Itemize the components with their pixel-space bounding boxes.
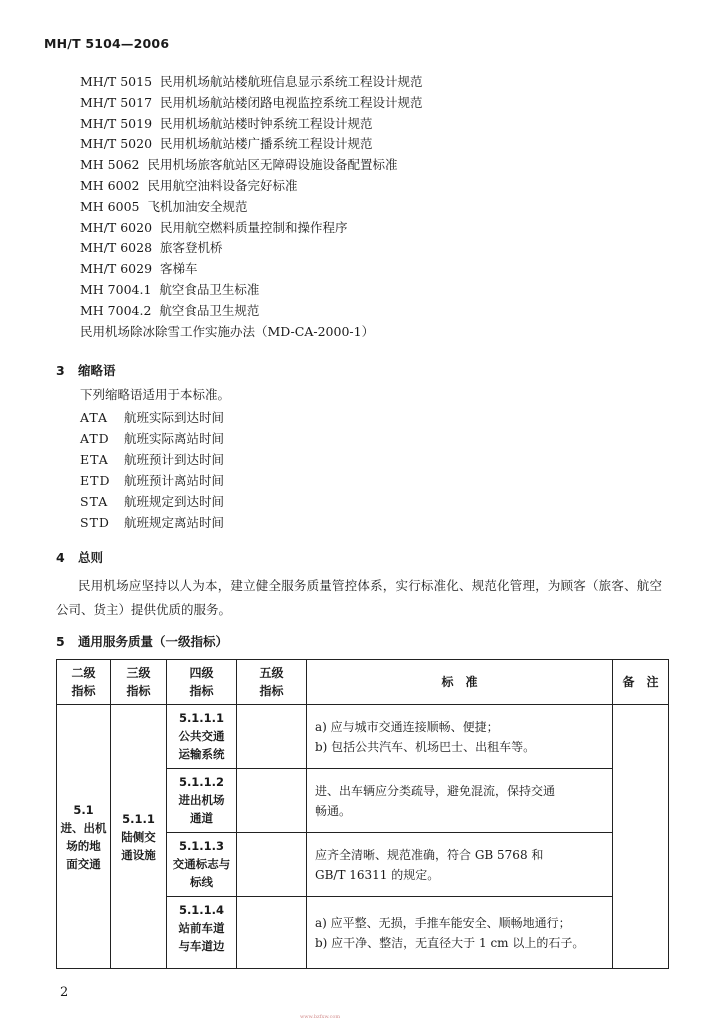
reference-code: MH/T 5019	[80, 115, 153, 131]
abbreviations-intro: 下列缩略语适用于本标准。	[80, 387, 231, 402]
remark-cell	[613, 705, 669, 969]
section-5-heading	[56, 632, 228, 650]
standard-line: 应齐全清晰、规范准确，符合 GB 5768 和	[315, 847, 544, 862]
standard-line: GB/T 16311 的规定。	[315, 867, 440, 882]
reference-list	[80, 72, 423, 342]
page-header-doc-code: MH/T 5104—2006	[44, 36, 170, 51]
cell-line: 面交通	[66, 856, 101, 871]
reference-code: MH/T 5017	[80, 94, 153, 110]
abbreviation-item	[80, 470, 224, 491]
header-standard: 标 准	[307, 660, 613, 705]
cell-line: 交通标志与	[172, 857, 231, 871]
header-line: 五级	[259, 666, 284, 680]
abbreviation-desc: 航班预计离站时间	[124, 473, 225, 488]
reference-code: MH/T 6029	[80, 261, 153, 277]
header-line: 四级	[189, 666, 214, 680]
level3-cell	[111, 705, 167, 969]
cell-line: 进、出机	[60, 820, 107, 835]
cell-line: 公共交通	[178, 729, 225, 743]
cell-line: 5.1.1	[122, 811, 155, 826]
reference-item	[80, 176, 423, 197]
reference-code: MH 6005	[80, 198, 140, 214]
standard-cell	[307, 833, 613, 897]
abbreviation-code: STD	[80, 515, 110, 530]
reference-code: MH/T 5015	[80, 74, 153, 89]
abbreviation-desc: 航班规定离站时间	[124, 515, 225, 530]
reference-item	[80, 72, 423, 93]
watermark: www.bzfxw.com	[300, 1014, 341, 1020]
reference-code: MH 6002	[80, 177, 140, 193]
abbreviation-item	[80, 512, 224, 533]
header-line: 三级	[126, 666, 151, 680]
standard-line: b) 包括公共汽车、机场巴士、出租车等。	[315, 739, 536, 754]
reference-code: MH 7004.1	[80, 281, 152, 297]
level4-cell	[167, 769, 237, 833]
header-line: 指标	[71, 684, 96, 698]
reference-code: MH/T 6020	[80, 219, 153, 235]
abbreviation-item	[80, 449, 224, 470]
reference-title: 民用机场除冰除雪工作实施办法（MD-CA-2000-1）	[80, 323, 375, 339]
header-level2	[57, 660, 111, 705]
header-line: 二级	[71, 666, 96, 680]
standard-line: a) 应平整、无损，手推车能安全、顺畅地通行；	[315, 915, 571, 930]
reference-item	[80, 280, 423, 301]
reference-title: 民用航空油料设备完好标准	[147, 177, 298, 193]
table-row	[57, 705, 669, 769]
reference-item	[80, 134, 423, 155]
reference-item	[80, 197, 423, 218]
reference-title: 航空食品卫生规范	[159, 302, 260, 318]
section-title: 通用服务质量（一级指标）	[78, 634, 229, 649]
reference-title: 民用机场航站楼闭路电视监控系统工程设计规范	[160, 94, 423, 110]
level4-cell	[167, 833, 237, 897]
page-number: 2	[60, 985, 69, 1000]
header-level3	[111, 660, 167, 705]
abbreviation-code: ETD	[80, 473, 111, 488]
reference-code: MH 7004.2	[80, 302, 152, 318]
level5-cell	[237, 769, 307, 833]
reference-item	[80, 218, 423, 239]
standard-line: 进、出车辆应分类疏导，避免混流，保持交通	[315, 783, 556, 798]
section-number: 5	[56, 634, 65, 649]
table-header-row	[57, 660, 669, 705]
cell-line: 5.1.1.3	[178, 839, 225, 853]
header-remark: 备 注	[613, 660, 669, 705]
abbreviation-code: STA	[80, 494, 109, 509]
reference-item	[80, 93, 423, 114]
reference-item	[80, 114, 423, 135]
abbreviation-list	[80, 407, 224, 533]
abbreviation-item	[80, 428, 224, 449]
reference-title: 客梯车	[160, 261, 198, 277]
cell-line: 5.1	[73, 802, 94, 817]
abbreviation-code: ETA	[80, 452, 109, 467]
level5-cell	[237, 833, 307, 897]
reference-code: MH/T 6028	[80, 240, 153, 256]
reference-title: 民用航空燃料质量控制和操作程序	[160, 219, 348, 235]
abbreviation-item	[80, 491, 224, 512]
cell-line: 陆侧交	[121, 829, 156, 844]
standard-cell	[307, 897, 613, 969]
standard-line: a) 应与城市交通连接顺畅、便捷；	[315, 719, 499, 734]
header-line: 指标	[126, 684, 151, 698]
cell-line: 与车道边	[178, 939, 225, 953]
reference-title: 民用机场航站楼时钟系统工程设计规范	[160, 115, 373, 131]
section-number: 3	[56, 363, 65, 378]
reference-title: 飞机加油安全规范	[147, 198, 248, 214]
standard-cell	[307, 705, 613, 769]
section-4-heading	[56, 548, 103, 566]
cell-line: 进出机场	[178, 793, 225, 807]
cell-line: 通道	[190, 811, 213, 825]
reference-code: MH 5062	[80, 157, 140, 173]
abbreviation-desc: 航班实际到达时间	[124, 410, 225, 425]
level5-cell	[237, 705, 307, 769]
abbreviation-desc: 航班规定到达时间	[124, 494, 225, 509]
abbreviation-code: ATA	[80, 410, 109, 425]
header-level4	[167, 660, 237, 705]
reference-title: 民用机场航站楼广播系统工程设计规范	[160, 136, 373, 152]
reference-item	[80, 259, 423, 280]
abbreviation-desc: 航班实际离站时间	[124, 431, 225, 446]
section-number: 4	[56, 550, 65, 565]
level4-cell	[167, 705, 237, 769]
header-line: 指标	[189, 684, 214, 698]
general-principles-paragraph: 民用机场应坚持以人为本，建立健全服务质量管控体系，实行标准化、规范化管理，为顾客（旅客、航空公司、货主）提供优质的服务。	[56, 578, 662, 617]
section-title: 缩略语	[78, 363, 116, 378]
standard-cell	[307, 769, 613, 833]
section-title: 总则	[78, 550, 104, 565]
cell-line: 站前车道	[178, 921, 225, 935]
reference-item	[80, 301, 423, 322]
reference-item	[80, 155, 423, 176]
level2-cell	[57, 705, 111, 969]
reference-title: 民用机场旅客航站区无障碍设施设备配置标准	[147, 157, 398, 173]
level4-cell	[167, 897, 237, 969]
cell-line: 5.1.1.4	[178, 903, 225, 917]
reference-title: 航空食品卫生标准	[159, 281, 260, 297]
abbreviation-desc: 航班预计到达时间	[124, 452, 225, 467]
cell-line: 5.1.1.2	[178, 775, 225, 789]
level5-cell	[237, 897, 307, 969]
cell-line: 运输系统	[178, 747, 225, 761]
cell-line: 5.1.1.1	[178, 711, 225, 725]
cell-line: 场的地	[66, 838, 101, 853]
section-3-heading	[56, 361, 116, 379]
reference-item	[80, 322, 423, 343]
service-quality-table	[56, 659, 669, 969]
header-level5	[237, 660, 307, 705]
reference-title: 旅客登机桥	[160, 240, 223, 256]
reference-code: MH/T 5020	[80, 136, 153, 152]
abbreviation-item	[80, 407, 224, 428]
cell-line: 标线	[190, 875, 213, 889]
reference-title: 民用机场航站楼航班信息显示系统工程设计规范	[160, 74, 423, 89]
abbreviation-code: ATD	[80, 431, 110, 446]
standard-line: b) 应干净、整洁，无直径大于 1 cm 以上的石子。	[315, 935, 585, 950]
cell-line: 通设施	[121, 847, 156, 862]
header-line: 指标	[259, 684, 284, 698]
reference-item	[80, 238, 423, 259]
standard-line: 畅通。	[315, 803, 352, 818]
